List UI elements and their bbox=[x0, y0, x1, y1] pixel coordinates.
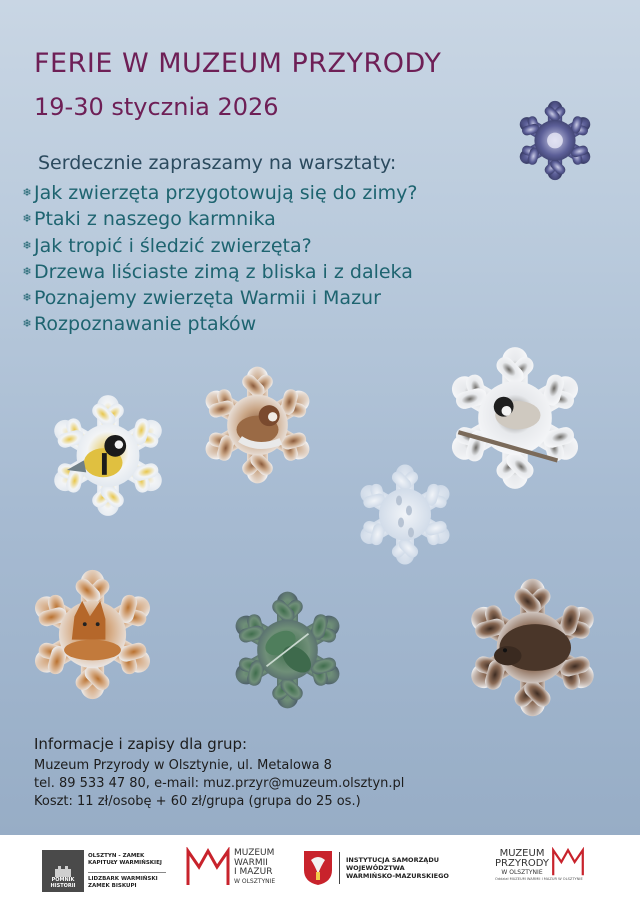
event-dates: 19-30 stycznia 2026 bbox=[34, 93, 279, 121]
list-item: ❄ Ptaki z naszego karmnika bbox=[20, 206, 418, 232]
great-tit-in-snowflake bbox=[28, 383, 188, 528]
cost-line: Koszt: 11 zł/osobę + 60 zł/grupa (grupa do 25 os.) bbox=[34, 794, 361, 809]
fox-in-snowflake bbox=[10, 557, 175, 712]
snowflake-icon bbox=[500, 93, 610, 188]
pomnik-historii-logo: POMNIK HISTORII OLSZTYN - ZAMEK KAPITUŁY WARMIŃSKIEJ LIDZBARK WARMIŃSKI ZAMEK BISKUPI bbox=[42, 850, 166, 892]
wild-boar-in-snowflake bbox=[440, 565, 625, 730]
list-item: ❄ Jak zwierzęta przygotowują się do zimy? bbox=[20, 180, 418, 206]
snowflake-bullet-icon: ❄ bbox=[22, 264, 32, 278]
poster-title: FERIE W MUZEUM PRZYRODY bbox=[34, 48, 442, 79]
info-section bbox=[34, 735, 404, 811]
mwm-monogram-icon bbox=[551, 847, 585, 877]
snowflake-bullet-icon: ❄ bbox=[22, 317, 32, 331]
castle-icon bbox=[53, 863, 73, 877]
list-item: ❄ Poznajemy zwierzęta Warmii i Mazur bbox=[20, 285, 418, 311]
frosted-leaves-in-snowflake bbox=[215, 580, 360, 720]
snowflake-bullet-icon: ❄ bbox=[22, 291, 32, 305]
workshop-list bbox=[20, 180, 418, 338]
info-heading: Informacje i zapisy dla grup: bbox=[34, 735, 248, 753]
snowflake-bullet-icon: ❄ bbox=[22, 186, 32, 199]
samorzad-wojewodztwa-logo: INSTYTUCJA SAMORZĄDU WOJEWÓDZTWA WARMIŃSKO-MAZURSKIEGO bbox=[303, 850, 449, 886]
muzeum-przyrody-logo: MUZEUM PRZYRODY W OLSZTYNIE Oddział MUZEUM WARMII I MAZUR W OLSZTYNIE bbox=[495, 847, 585, 881]
mwm-monogram-icon bbox=[185, 847, 231, 887]
sparrow-in-snowflake bbox=[180, 355, 335, 495]
muzeum-warmii-i-mazur-logo: MUZEUM WARMII I MAZUR W OLSZTYNIE bbox=[185, 847, 275, 887]
pomnik-historii-badge: POMNIK HISTORII bbox=[42, 850, 84, 892]
coat-of-arms-icon bbox=[303, 850, 333, 886]
list-item: ❄ Drzewa liściaste zimą z bliska i z daleka bbox=[20, 259, 418, 285]
snowflake-bullet-icon: ❄ bbox=[22, 212, 32, 226]
intro-text: Serdecznie zapraszamy na warsztaty: bbox=[38, 152, 397, 174]
list-item: ❄ Rozpoznawanie ptaków bbox=[20, 311, 418, 337]
contact-line: tel. 89 533 47 80, e-mail: muz.przyr@muzeum.olsztyn.pl bbox=[34, 776, 405, 791]
snowflake-bullet-icon: ❄ bbox=[22, 238, 32, 252]
sponsor-footer bbox=[0, 835, 640, 905]
animal-tracks-in-snowflake bbox=[345, 452, 465, 577]
list-item: ❄ Jak tropić i śledzić zwierzęta? bbox=[20, 233, 418, 259]
museum-address: Muzeum Przyrody w Olsztynie, ul. Metalowa 8 bbox=[34, 758, 332, 773]
